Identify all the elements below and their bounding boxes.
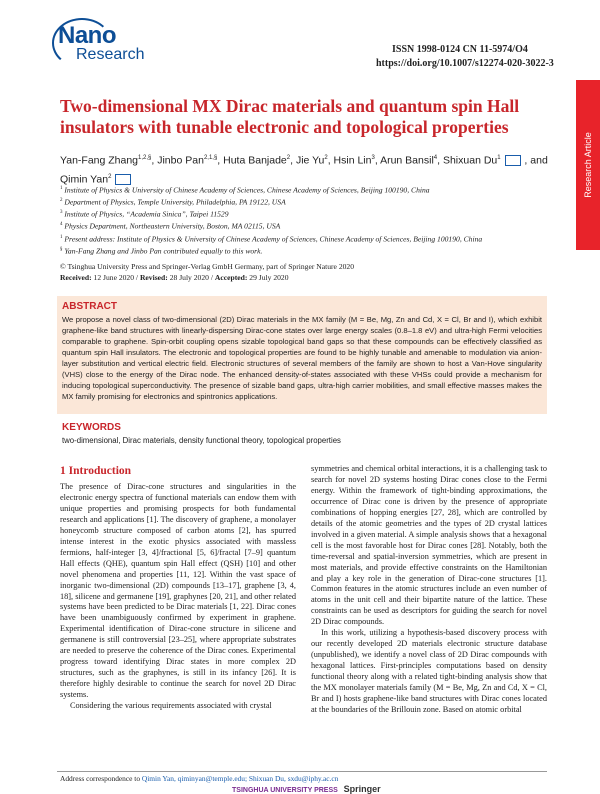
body-column-right bbox=[311, 464, 547, 716]
journal-logo-bottom: Research bbox=[76, 46, 145, 63]
article-type-label: Research Article bbox=[583, 132, 593, 198]
affiliations bbox=[60, 184, 550, 257]
journal-logo-top: Nano bbox=[58, 22, 116, 49]
paragraph: Considering the various requirements associated with crystal bbox=[70, 701, 272, 711]
affiliation-item: $^1$ Present address: Institute of Physics & University of Chinese Academy of Sciences, Chinese Academy of Sciences, Beijing 100190, China bbox=[60, 234, 483, 244]
tsinghua-logo: TSINGHUA UNIVERSITY PRESS bbox=[232, 787, 338, 794]
dates: Received: 12 June 2020 / Revised: 28 July 2020 / Accepted: 29 July 2020 bbox=[60, 272, 289, 282]
email-icon[interactable] bbox=[505, 155, 521, 166]
paragraph: The presence of Dirac-cone structures and singularities in the electronic energy spectra of functional materials can endow them with unique properties and promising prospects for both fundamental research and applications [1]. The discovery of graphene, a monolayer honeycomb structure composed of carbon atoms [2], has spurred intense interest in the exotic physics associated with massless fermions, half-integer [3, 4]/fractional [5, 6]/fractal [7–9] quantum Hall effects (QHE), quantum spin Hall effect (QSH) [10] and other novel phenomena and properties [11, 12]. Within the vast space of inorganic two-dimensional (2D) compounds [13–17], graphene [3, 4, 18], silicene and germanene [19], graphynes [20, 21], and other related systems have been predicted to be Dirac materials [1, 22]. Dirac cones have been unambiguously confirmed by experiment in graphene. Experimental identification of Dirac-cone structure in silicene and germanene is still controversial [23–25], where appropriate substrates are needed to preserve the coherence of the Dirac cones. Experimental progress toward identifying Dirac states in more complex 2D structures, such as the graphynes, is still in its infancy [26]. It is therefore highly desirable to continue the search for novel 2D Dirac systems. bbox=[60, 482, 296, 700]
affiliation-item: $^2$ Department of Physics, Temple University, Philadelphia, PA 19122, USA bbox=[60, 197, 286, 207]
affiliation-item: $^1$ Institute of Physics & University of Chinese Academy of Sciences, Chinese Academy of Sciences, Beijing 100190, China bbox=[60, 185, 430, 195]
copyright: © Tsinghua University Press and Springer-Verlag GmbH Germany, part of Springer Nature 2020 bbox=[60, 262, 355, 271]
article-type-tab bbox=[576, 80, 600, 250]
affiliation-item: § Yan-Fang Zhang and Jinbo Pan contributed equally to this work. bbox=[60, 246, 263, 256]
footer-divider bbox=[57, 771, 547, 772]
paragraph: symmetries and chemical orbital interactions, it is a challenging task to search for novel 2D systems hosting Dirac cones close to the Fermi energy. Within the framework of tight-binding approximations, the occurrence of Dirac cone is driven by the presence of appropriate combinations of hopping energies [27, 28], which are controlled by details of the atomic geometries and the types of 2D crystal lattices involved in a given material. A simple analysis shows that a hexagonal cell is the most favorable host for Dirac cones [28]. Notably, both the time-reversal and spatial-inversion symmetries, which are present in most materials, and provide effective constraints on the Hamiltonian and play a key role in the generation of Dirac-cone structures [1]. Common features in the atomic structures include an even number of atoms in the unit cell and their bipartite nature of the lattice. These constraints can be used as descriptors for guiding the search for novel 2D Dirac compounds. bbox=[311, 464, 547, 627]
doi-link[interactable]: https://doi.org/10.1007/s12274-020-3022-3 bbox=[376, 58, 554, 69]
author-list: Yan-Fang Zhang$^{1,2,\S}$, Jinbo Pan$^{2,1,\S}$, Huta Banjade$^2$, Jie Yu$^2$, Hsin Lin$^3$, Arun Bansil$^4$, Shixuan Du$^1$ , and Qimin Yan$^2$ bbox=[60, 154, 548, 185]
body-column-left bbox=[60, 482, 296, 712]
issn: ISSN 1998-0124 CN 11-5974/O4 bbox=[392, 44, 528, 55]
paragraph: In this work, utilizing a hypothesis-based discovery process with our recently developed 2D materials electronic structure database (unpublished), we identify a novel class of 2D Dirac compounds with hexagonal lattices. First-principles computations based on density functional theory along with a related tight-binding analysis show that the MX monolayer materials family (M = Be, Mg, Zn and Cd, X = Cl, Br and I) hosts graphene-like band structures with Dirac cones located at the boundaries of the Brillouin zone. Based on atomic orbital bbox=[311, 628, 547, 714]
keywords-text: two-dimensional, Dirac materials, density functional theory, topological properties bbox=[62, 436, 341, 445]
correspondence-emails[interactable]: Qimin Yan, qiminyan@temple.edu; Shixuan Du, sxdu@iphy.ac.cn bbox=[141, 774, 339, 783]
affiliation-item: $^4$ Physics Department, Northeastern University, Boston, MA 02115, USA bbox=[60, 221, 281, 231]
publication-info bbox=[60, 262, 550, 283]
abstract-text: We propose a novel class of two-dimensional (2D) Dirac materials in the MX family (M = Be, Mg, Zn and Cd, X = Cl, Br and I), which exhibit graphene-like band structures with linearly-dispersing Dirac-cone states over large energy scales (0.8–1.8 eV) and ultra-high Fermi velocities comparable to graphene. Spin-orbit coupling opens sizable topological band gaps so that these compounds can be effectively classified as quantum spin Hall insulators. The electronic and topological properties are found to be highly tunable and amenable to modulation via anion-layer substitution and vertical electric field. Electronic structures of several members of the family are shown to host a Van-Hove singularity (VHS) close to the energy of the Dirac node. The enhanced density-of-states associated with these VHSs could provide a mechanism for inducing topological superconductivity. The presence of sizable band gaps, ultra-high carrier mobilities, and small effective masses makes the MX family promising for electronics and spintronics applications. bbox=[62, 315, 542, 401]
publisher-logos bbox=[232, 784, 381, 794]
affiliation-item: $^3$ Institute of Physics, “Academia Sinica”, Taipei 11529 bbox=[60, 209, 229, 219]
springer-logo: Springer bbox=[343, 784, 381, 794]
correspondence: Address correspondence to Qimin Yan, qiminyan@temple.edu; Shixuan Du, sxdu@iphy.ac.cn bbox=[60, 774, 339, 783]
keywords-heading: KEYWORDS bbox=[62, 422, 121, 433]
abstract-heading: ABSTRACT bbox=[62, 301, 117, 312]
section-heading: 1 Introduction bbox=[60, 465, 132, 477]
article-title: Two-dimensional MX Dirac materials and quantum spin Hall insulators with tunable electronic and topological properties bbox=[60, 96, 520, 137]
